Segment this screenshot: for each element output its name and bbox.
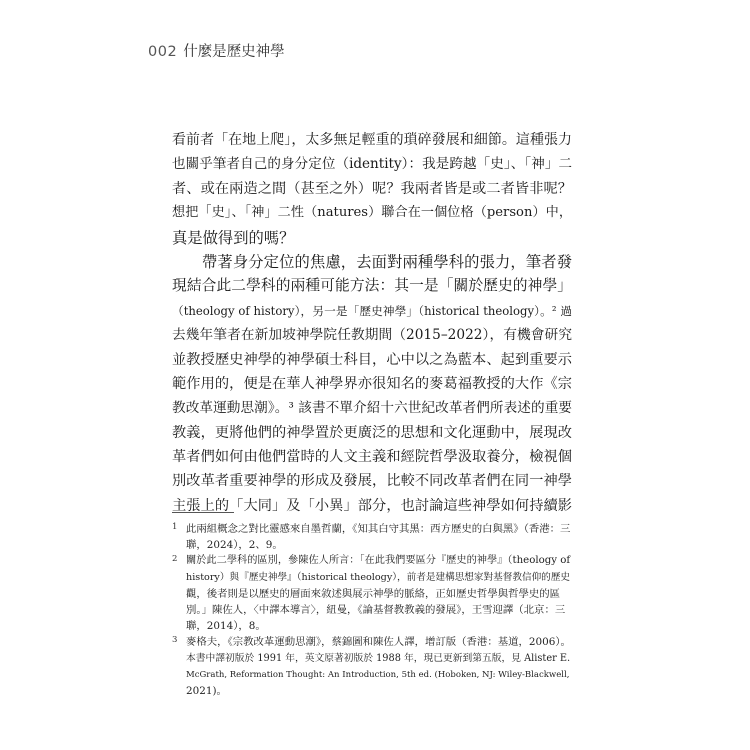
footnote-line: 聯，2014），8。 <box>186 620 266 633</box>
footnote-divider <box>172 512 234 513</box>
body-line: 帶著身分定位的焦慮，去面對兩種學科的張力，筆者發 <box>202 252 572 271</box>
footnote-line: 聯，2024），2、9。 <box>186 539 283 552</box>
footnote-line: 2021)。 <box>186 684 227 697</box>
body-text <box>172 128 572 518</box>
body-line: 現結合此二學科的兩種可能方法：其一是「關於歷史的神學」 <box>172 277 572 295</box>
footnote-mark: 2 <box>172 554 178 565</box>
footnote-mark: 1 <box>172 522 178 532</box>
book-title: 什麼是歷史神學 <box>183 44 285 60</box>
body-line: （theology of history），另一是「歷史神學」（historical theology）。² 過 <box>172 303 572 318</box>
footnote-line: 觀，後者則是以歷史的層面來敘述與展示神學的脈絡，正如歷史哲學與哲學史的區 <box>186 587 561 600</box>
body-line: 者、或在兩造之間（甚至之外）呢？我兩者皆是或二者皆非呢？ <box>172 180 572 197</box>
body-line: 看前者「在地上爬」，太多無足輕重的瑣碎發展和細節。這種張力 <box>172 132 572 148</box>
footnote-3 <box>172 634 572 699</box>
page-number: 002 <box>148 44 178 60</box>
footnote-2 <box>172 553 572 634</box>
footnote-line: 關於此二學科的區別，參陳佐人所言：「在此我們要區分『歷史的神學』（theology of <box>186 555 571 567</box>
footnote-line: 麥格夫，《宗教改革運動思潮》，蔡錦圖和陳佐人譯，增訂版（香港：基道，2006）。 <box>186 636 571 649</box>
running-head <box>148 40 285 61</box>
footnote-1 <box>172 521 572 553</box>
body-line: 想把「史」、「神」二性（natures）聯合在一個位格（person）中， <box>172 205 572 221</box>
body-line: 別改革者重要神學的形成及發展，比較不同改革者們在同一神學 <box>172 473 572 490</box>
body-line: 革者們如何由他們當時的人文主義和經院哲學汲取養分，檢視個 <box>172 449 572 466</box>
body-line: 並教授歷史神學的神學碩士科目，心中以之為藍本、起到重要示 <box>172 351 572 368</box>
footnote-line: 本書中譯初版於 1991 年，英文原著初版於 1988 年，現已更新到第五版，見 Alister E. <box>186 652 571 664</box>
body-line: 範作用的，便是在華人神學界亦很知名的麥葛福教授的大作《宗 <box>172 375 572 392</box>
footnotes <box>172 521 572 699</box>
body-line: 去幾年筆者在新加坡神學院任教期間（2015–2022），有機會研究 <box>172 327 572 344</box>
body-line: 教改革運動思潮》。³ 該書不單介紹十六世紀改革者們所表述的重要 <box>172 400 572 417</box>
footnote-line: 此兩組概念之對比靈感來自墨哲蘭，《知其白守其黑：西方歷史的白與黑》（香港：三 <box>186 523 571 535</box>
body-line: 真是做得到的嗎？ <box>172 228 295 247</box>
body-line: 也關乎筆者自己的身分定位（identity）：我是跨越「史」、「神」二 <box>172 156 572 173</box>
footnote-line: McGrath, Reformation Thought: An Introduction, 5th ed. (Hoboken, NJ: Wiley-Blackwell, <box>186 669 570 680</box>
footnote-line: 別。」陳佐人，〈中譯本導言〉，紐曼，《論基督教教義的發展》，王雪迎譯（北京：三 <box>186 603 566 616</box>
footnote-line: history）與『歷史神學』（historical theology），前者是建構思想家對基督教信仰的歷史 <box>186 571 571 583</box>
footnote-mark: 3 <box>172 635 178 646</box>
body-line: 主張上的「大同」及「小異」部分，也討論這些神學如何持續影 <box>172 497 572 514</box>
body-line: 教義，更將他們的神學置於更廣泛的思想和文化運動中，展現改 <box>172 424 572 441</box>
